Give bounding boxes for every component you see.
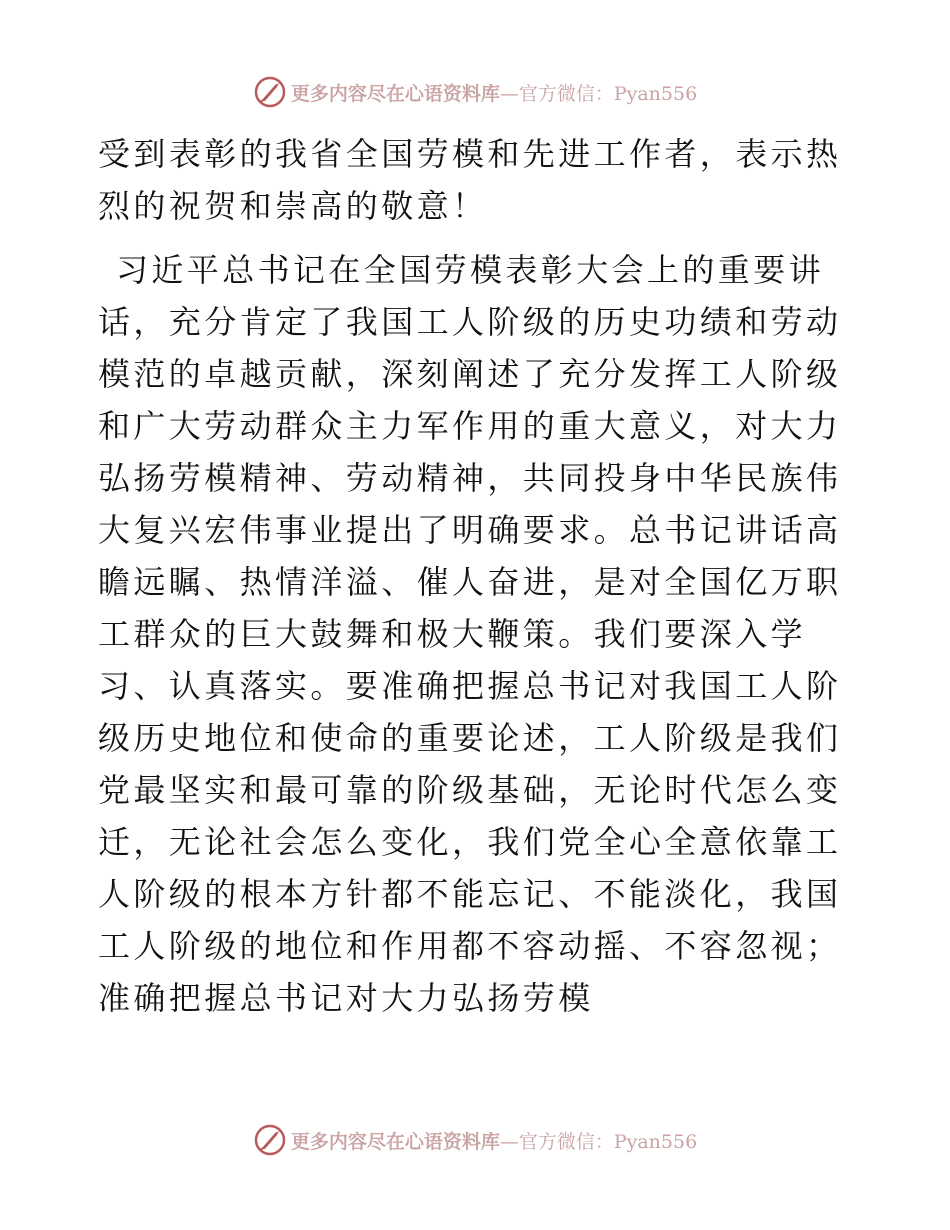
watermark-main: 更多内容尽在心语资料库 [290, 82, 500, 105]
footer-watermark [0, 1120, 950, 1160]
quill-pen-logo-icon [253, 75, 287, 109]
paragraph-2: 习近平总书记在全国劳模表彰大会上的重要讲话，充分肯定了我国工人阶级的历史功绩和劳动模范的卓越贡献，深刻阐述了充分发挥工人阶级和广大劳动群众主力军作用的重大意义，对大力弘扬劳模精神、劳动精神，共同投身中华民族伟大复兴宏伟事业提出了明确要求。总书记讲话高瞻远瞩、热情洋溢、催人奋进，是对全国亿万职工群众的巨大鼓舞和极大鞭策。我们要深入学习、认真落实。要准确把握总书记对我国工人阶级历史地位和使命的重要论述，工人阶级是我们党最坚实和最可靠的阶级基础，无论时代怎么变迁，无论社会怎么变化，我们党全心全意依靠工人阶级的根本方针都不能忘记、不能淡化，我国工人阶级的地位和作用都不容动摇、不容忽视；准确把握总书记对大力弘扬劳模 [98, 251, 842, 1017]
document-body [98, 128, 850, 1024]
paragraph-1: 受到表彰的我省全国劳模和先进工作者，表示热烈的祝贺和崇高的敬意！ [98, 135, 842, 225]
watermark-main: 更多内容尽在心语资料库 [290, 1130, 500, 1153]
quill-pen-logo-icon [253, 1123, 287, 1157]
watermark-tail: —官方微信：Pyan556 [499, 1130, 698, 1153]
watermark-text [291, 79, 697, 106]
watermark-text [291, 1127, 697, 1154]
watermark-tail: —官方微信：Pyan556 [499, 82, 698, 105]
header-watermark [0, 72, 950, 112]
